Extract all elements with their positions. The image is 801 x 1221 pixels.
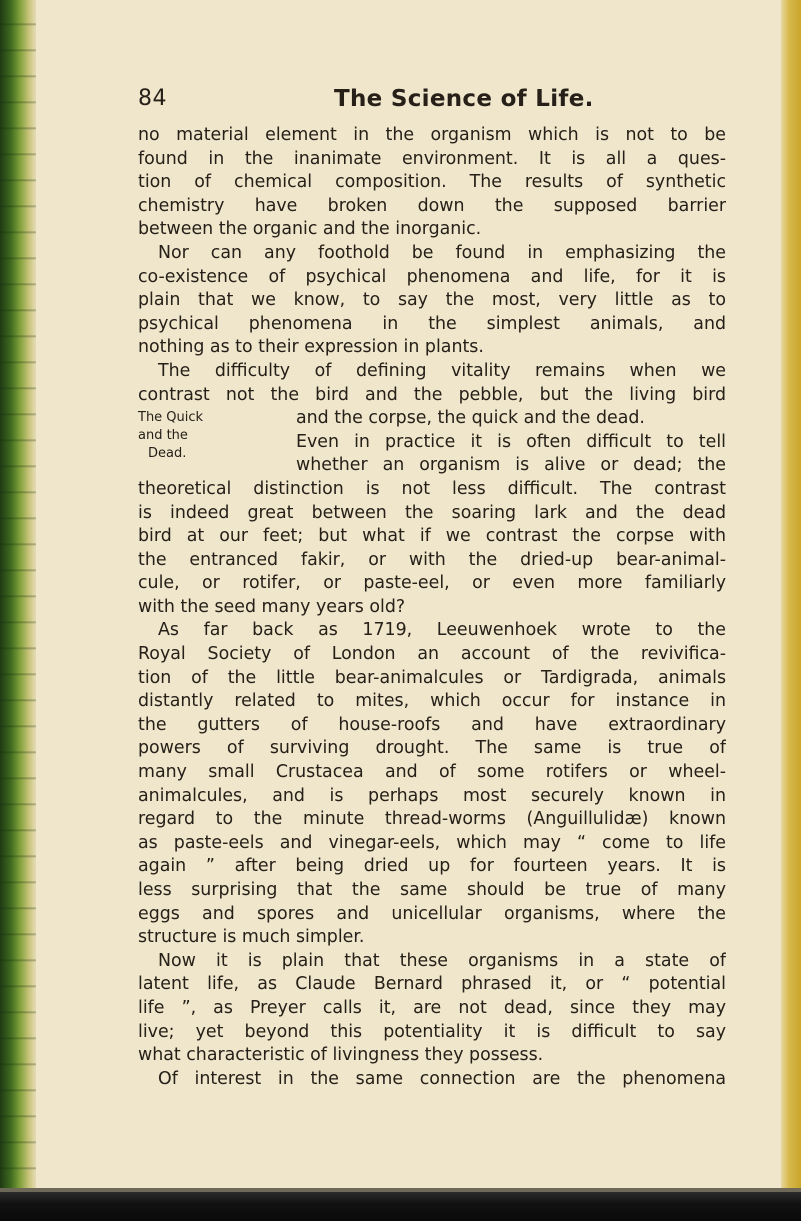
text-line: life ”, as Preyer calls it, are not dead, since they may xyxy=(138,997,726,1018)
margin-note-line: and the xyxy=(138,428,188,443)
text-line: between the organic and the inorganic. xyxy=(138,219,482,240)
text-line: many small Crustacea and of some rotifers or wheel- xyxy=(138,762,726,783)
text-line: tion of chemical composition. The results of synthetic xyxy=(138,172,726,193)
text-line: contrast not the bird and the pebble, but the living bird xyxy=(138,384,726,405)
text-line: animalcules, and is perhaps most securely known in xyxy=(138,785,726,806)
text-line: as paste-eels and vinegar-eels, which may “ come to life xyxy=(138,832,726,853)
text-line: Royal Society of London an account of the revivifica- xyxy=(138,644,726,665)
text-line: co-existence of psychical phenomena and life, for it is xyxy=(138,266,726,287)
text-line: the entranced fakir, or with the dried-up bear-animal- xyxy=(138,549,726,570)
text-line: powers of surviving drought. The same is true of xyxy=(138,738,726,759)
text-line: Even in practice it is often difficult to tell xyxy=(296,431,726,452)
margin-note-line: Dead. xyxy=(148,446,187,461)
text-line: found in the inanimate environment. It is all a ques- xyxy=(138,148,726,169)
text-line: Of interest in the same connection are the phenomena xyxy=(158,1068,726,1089)
text-line: with the seed many years old? xyxy=(138,596,406,617)
text-line: The difficulty of defining vitality remains when we xyxy=(158,360,726,381)
text-line: As far back as 1719, Leeuwenhoek wrote to the xyxy=(158,620,726,641)
text-line: live; yet beyond this potentiality it is difficult to say xyxy=(138,1021,726,1042)
text-line: distantly related to mites, which occur for instance in xyxy=(138,691,726,712)
text-line: cule, or rotifer, or paste-eel, or even more familiarly xyxy=(138,573,726,594)
text-line: regard to the minute thread-worms (Anguillulidæ) known xyxy=(138,809,726,830)
binding-texture xyxy=(0,0,36,1221)
margin-note-line: The Quick xyxy=(138,410,204,425)
text-line: nothing as to their expression in plants. xyxy=(138,337,484,358)
text-line: again ” after being dried up for fourteen years. It is xyxy=(138,856,726,877)
running-title: The Science of Life. xyxy=(334,86,594,112)
text-line: Nor can any foothold be found in emphasizing the xyxy=(158,242,726,263)
text-line: bird at our feet; but what if we contrast the corpse with xyxy=(138,526,726,547)
running-header xyxy=(0,86,801,116)
page-number: 84 xyxy=(138,86,167,111)
text-line: tion of the little bear-animalcules or Tardigrada, animals xyxy=(138,667,726,688)
text-line: Now it is plain that these organisms in a state of xyxy=(158,950,726,971)
text-line: theoretical distinction is not less difficult. The contrast xyxy=(138,478,726,499)
text-line: whether an organism is alive or dead; the xyxy=(296,455,726,476)
text-line: less surprising that the same should be true of many xyxy=(138,880,726,900)
text-line: structure is much simpler. xyxy=(138,927,365,948)
text-line: what characteristic of livingness they possess. xyxy=(138,1045,544,1066)
scan-bottom-bar xyxy=(0,1192,801,1221)
text-line: is indeed great between the soaring lark and the dead xyxy=(138,502,726,523)
text-line: no material element in the organism which is not to be xyxy=(138,125,726,145)
text-line: latent life, as Claude Bernard phrased it, or “ potential xyxy=(138,974,726,995)
body-text xyxy=(138,124,726,1091)
text-line: the gutters of house-roofs and have extraordinary xyxy=(138,714,726,735)
text-line: psychical phenomena in the simplest animals, and xyxy=(138,313,726,334)
page-edge-right xyxy=(781,0,801,1221)
text-line: eggs and spores and unicellular organisms, where the xyxy=(138,903,726,924)
text-line: plain that we know, to say the most, very little as to xyxy=(138,290,726,311)
text-line: chemistry have broken down the supposed barrier xyxy=(138,195,726,216)
text-line: and the corpse, the quick and the dead. xyxy=(296,408,645,429)
